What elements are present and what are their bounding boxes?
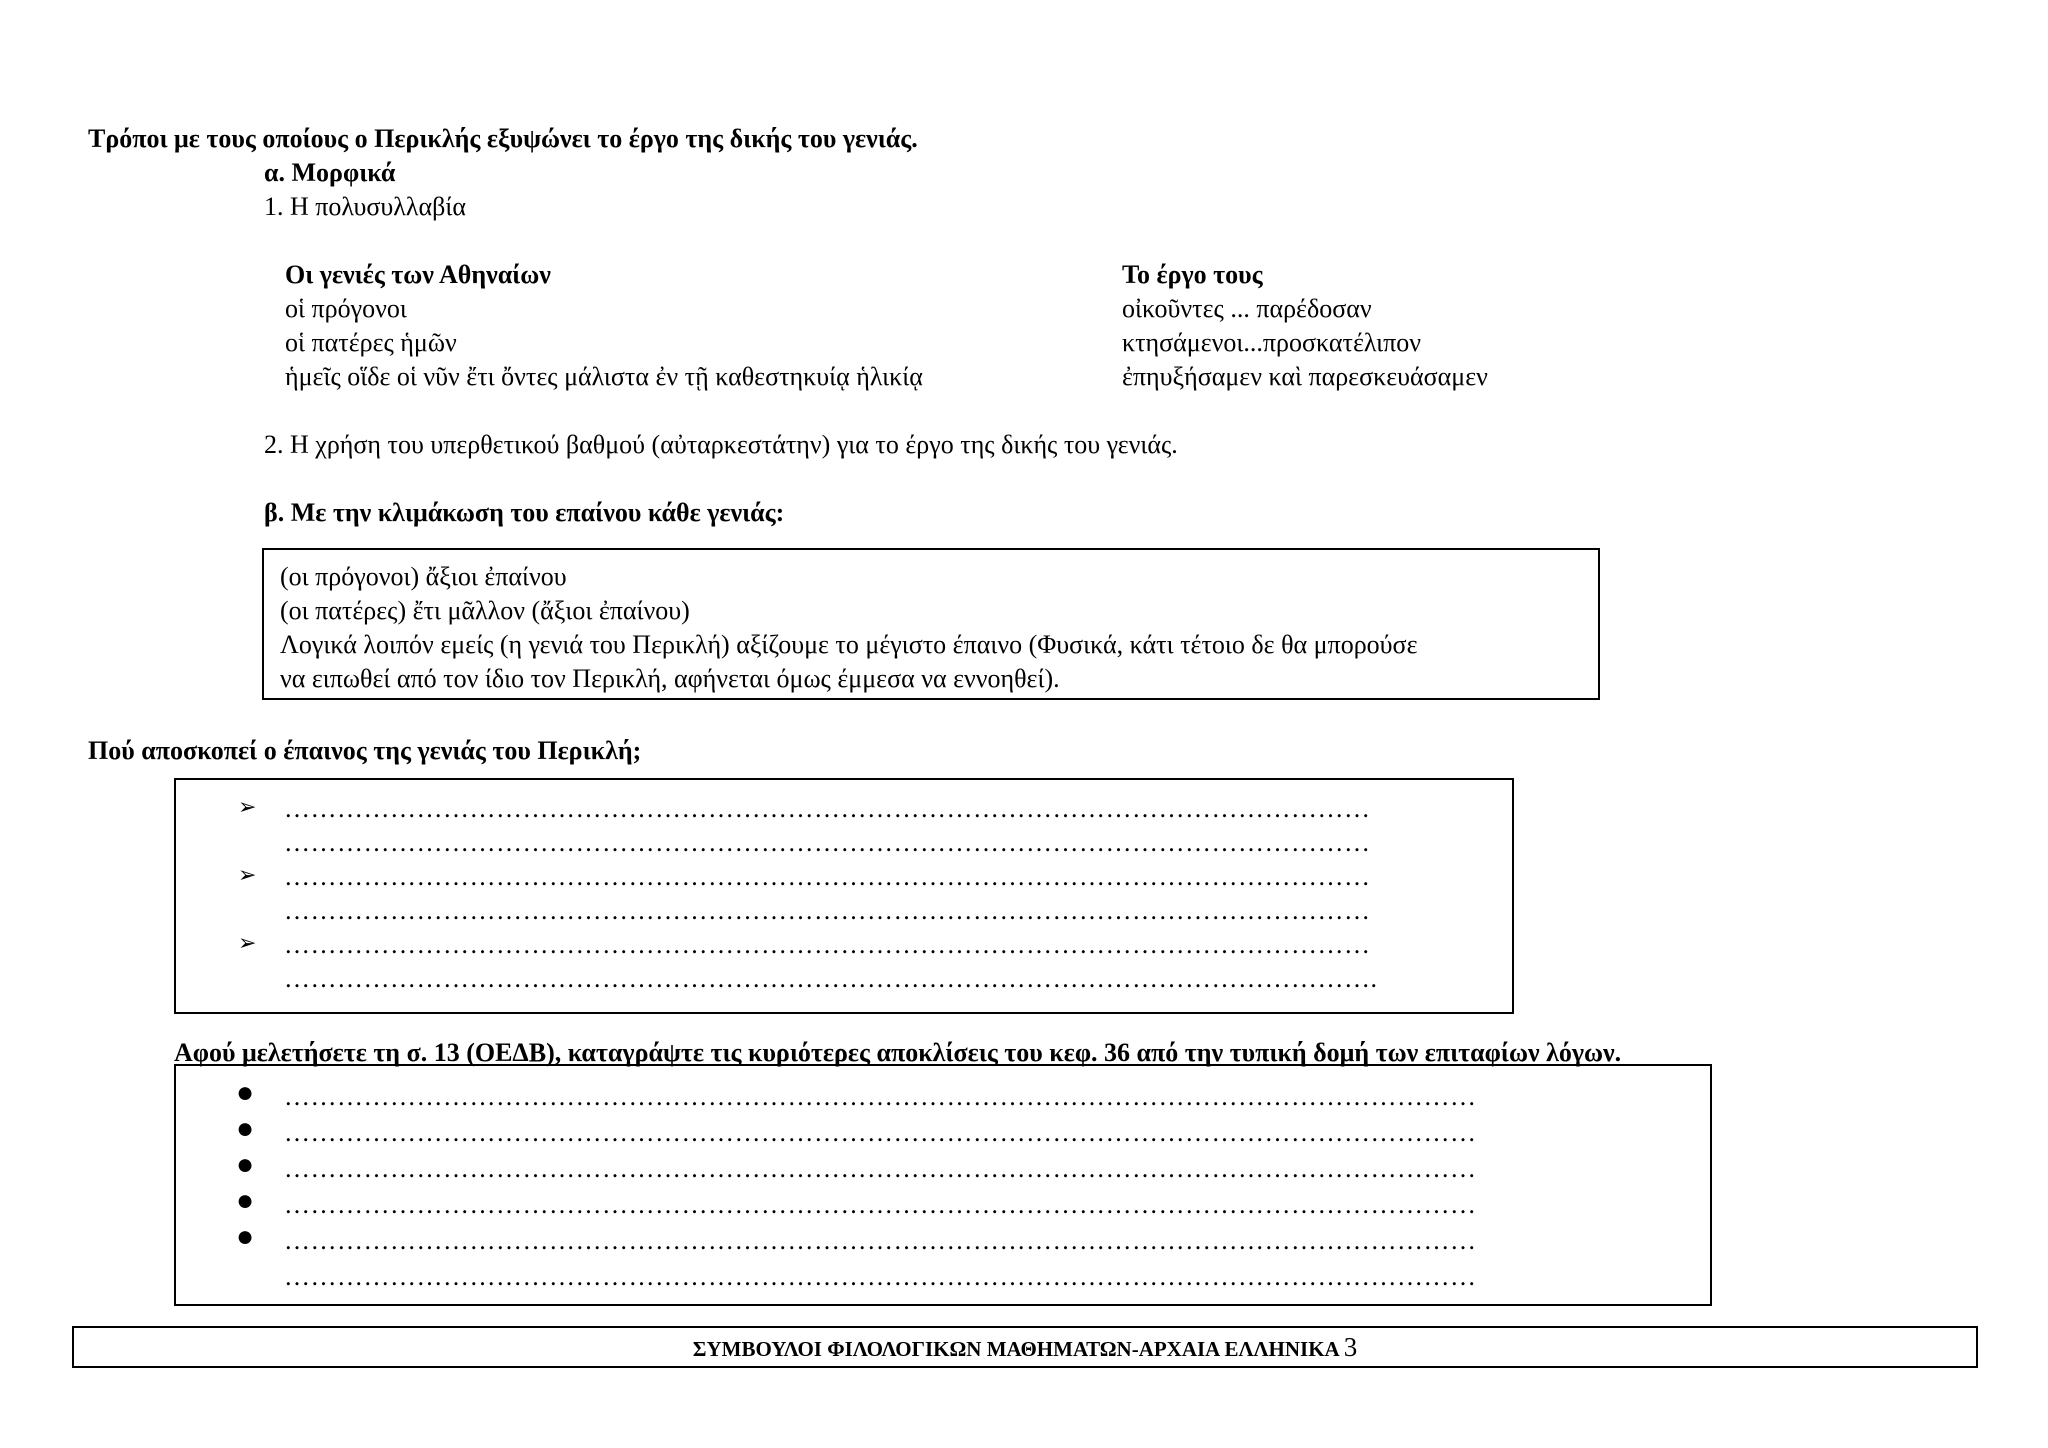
deviation-line-2[interactable]: ……………………………………………………………………………………………………………………… xyxy=(284,1118,1477,1147)
table-row-2-right: κτησάμενοι...προσκατέλιπον xyxy=(1122,328,1422,357)
answer-line-1[interactable]: …………………………………………………………………………………………………………… xyxy=(284,794,1371,823)
deviation-line-5[interactable]: ……………………………………………………………………………………………………………………… xyxy=(284,1226,1477,1255)
praise-line-4: να ειπωθεί από τον ίδιο τον Περικλή, αφήνεται όμως έμμεσα να εννοηθεί). xyxy=(280,664,1060,693)
praise-line-2: (οι πατέρες) ἔτι μᾶλλον (ἄξιοι ἐπαίνου) xyxy=(280,596,690,625)
table-row-3-right: ἐπηυξήσαμεν καὶ παρεσκευάσαμεν xyxy=(1122,362,1488,391)
answer-line-2[interactable]: …………………………………………………………………………………………………………… xyxy=(284,828,1371,857)
round-bullet-icon: ● xyxy=(236,1220,255,1253)
deviation-line-4[interactable]: ……………………………………………………………………………………………………………………… xyxy=(284,1190,1477,1219)
heading-praise-purpose: Πού αποσκοπεί ο έπαινος της γενιάς του Περικλή; xyxy=(88,736,642,765)
answer-line-3[interactable]: …………………………………………………………………………………………………………… xyxy=(284,862,1371,891)
answer-line-6[interactable]: ……………………………………………………………………………………………………………. xyxy=(284,964,1378,993)
answer-line-4[interactable]: …………………………………………………………………………………………………………… xyxy=(284,896,1371,925)
deviation-line-6[interactable]: ……………………………………………………………………………………………………………………… xyxy=(284,1262,1477,1291)
heading-generation-exaltation: Τρόποι με τους οποίους ο Περικλής εξυψώνει το έργο της δικής του γενιάς. xyxy=(88,124,918,153)
page-number: 3 xyxy=(1343,1332,1358,1362)
section-a-item-1: 1. Η πολυσυλλαβία xyxy=(264,192,466,221)
round-bullet-icon: ● xyxy=(236,1112,255,1145)
page-footer xyxy=(72,1326,1978,1368)
praise-gradation-box xyxy=(262,548,1600,700)
table-header-work: Το έργο τους xyxy=(1122,260,1263,289)
table-header-generations: Οι γενιές των Αθηναίων xyxy=(285,260,551,289)
section-b-title: β. Με την κλιμάκωση του επαίνου κάθε γενιάς: xyxy=(264,498,785,527)
answer-box-deviations[interactable] xyxy=(174,1064,1712,1306)
table-row-3-left: ἡμεῖς οἵδε οἱ νῦν ἔτι ὄντες μάλιστα ἐν τῇ καθεστηκυίᾳ ἡλικίᾳ xyxy=(285,362,923,391)
footer-text: ΣΥΜΒΟΥΛΟΙ ΦΙΛΟΛΟΓΙΚΩΝ ΜΑΘΗΜΑΤΩΝ-ΑΡΧΑΙΑ ΕΛΛΗΝΙΚΑ xyxy=(692,1337,1340,1361)
round-bullet-icon: ● xyxy=(236,1148,255,1181)
praise-line-3: Λογικά λοιπόν εμείς (η γενιά του Περικλή) αξίζουμε το μέγιστο έπαινο (Φυσικά, κάτι τέτοιο δε θα μπορούσε xyxy=(280,630,1418,659)
praise-line-1: (οι πρόγονοι) ἄξιοι ἐπαίνου xyxy=(280,562,567,591)
arrowhead-bullet-icon: ➢ xyxy=(238,862,257,887)
answer-line-5[interactable]: …………………………………………………………………………………………………………… xyxy=(284,930,1371,959)
table-row-1-left: οἱ πρόγονοι xyxy=(285,294,407,323)
round-bullet-icon: ● xyxy=(236,1076,255,1109)
arrowhead-bullet-icon: ➢ xyxy=(238,930,257,955)
round-bullet-icon: ● xyxy=(236,1184,255,1217)
table-row-2-left: οἱ πατέρες ἡμῶν xyxy=(285,328,457,357)
table-row-1-right: οἰκοῦντες ... παρέδοσαν xyxy=(1122,294,1372,323)
deviation-line-1[interactable]: ……………………………………………………………………………………………………………………… xyxy=(284,1082,1477,1111)
deviation-line-3[interactable]: ……………………………………………………………………………………………………………………… xyxy=(284,1154,1477,1183)
section-a-title: α. Μορφικά xyxy=(264,158,396,187)
answer-box-purpose[interactable] xyxy=(174,778,1514,1014)
arrowhead-bullet-icon: ➢ xyxy=(238,794,257,819)
heading-deviations: Αφού μελετήσετε τη σ. 13 (ΟΕΔΒ), καταγράψτε τις κυριότερες αποκλίσεις του κεφ. 36 από την τυπική δομή των επιταφίων λόγων. xyxy=(174,1038,1622,1067)
section-a-item-2: 2. Η χρήση του υπερθετικού βαθμού (αὐταρκεστάτην) για το έργο της δικής του γενιάς. xyxy=(264,430,1178,459)
